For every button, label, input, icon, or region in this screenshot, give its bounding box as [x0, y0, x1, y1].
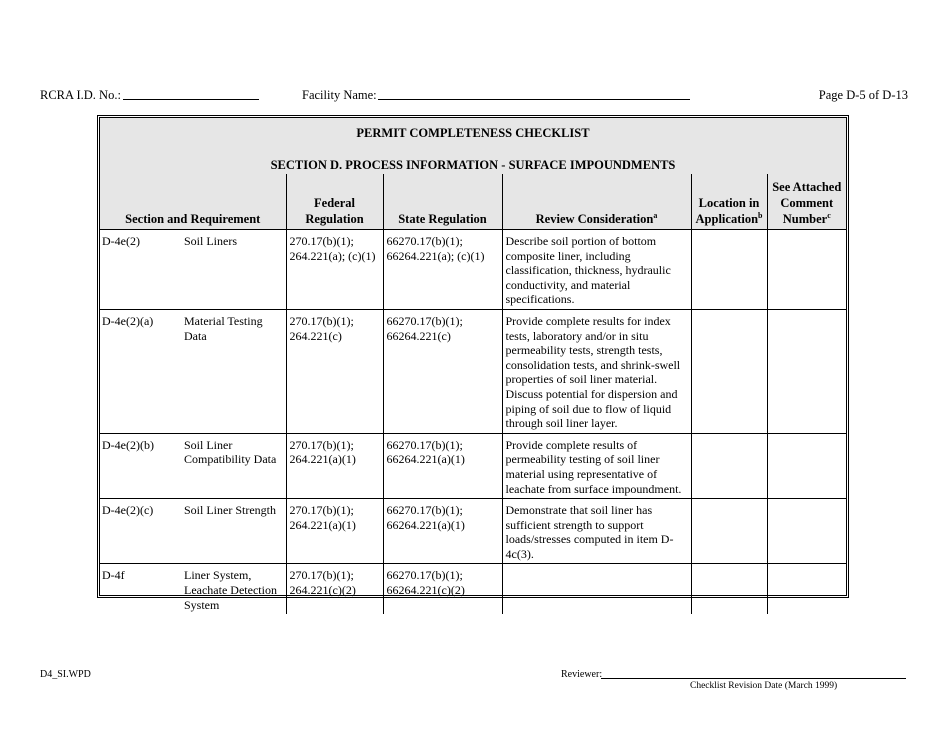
checklist-title: PERMIT COMPLETENESS CHECKLIST [356, 126, 590, 140]
section-cell [100, 433, 286, 498]
state-cell: 66270.17(b)(1); 66264.221(c) [383, 309, 502, 433]
col-header-review: Review Consideration$^a$ [502, 174, 691, 230]
requirement: Soil Liner Compatibility Data [184, 437, 277, 467]
file-name: D4_SI.WPD [40, 669, 91, 680]
checklist-table [100, 174, 846, 614]
col-header-federal: Federal Regulation [286, 174, 383, 230]
comment-cell[interactable] [767, 309, 846, 433]
reviewer-field[interactable] [601, 678, 906, 679]
comment-cell[interactable] [767, 230, 846, 310]
table-row [100, 564, 846, 614]
federal-cell: 270.17(b)(1); 264.221(c) [286, 309, 383, 433]
section-cell [100, 564, 286, 614]
table-row [100, 499, 846, 564]
col-header-section: Section and Requirement [100, 174, 286, 230]
section-id: D-4e(2)(c) [102, 503, 154, 518]
page-number: Page D-5 of D-13 [818, 88, 908, 102]
comment-cell[interactable] [767, 499, 846, 564]
revision-date: Checklist Revision Date (March 1999) [690, 681, 838, 691]
location-cell[interactable] [691, 499, 767, 564]
table-row [100, 309, 846, 433]
facility-name-label: Facility Name: [302, 88, 377, 102]
checklist-title-band [100, 118, 846, 175]
comment-cell[interactable] [767, 564, 846, 614]
section-id: D-4e(2)(a) [102, 313, 154, 328]
table-header-row [100, 174, 846, 230]
requirement: Liner System, Leachate Detection System [184, 568, 277, 612]
facility-name-field[interactable] [378, 87, 690, 100]
federal-cell: 270.17(b)(1); 264.221(c)(2) [286, 564, 383, 614]
requirement: Material Testing Data [184, 313, 263, 343]
state-cell: 66270.17(b)(1); 66264.221(a)(1) [383, 499, 502, 564]
section-cell [100, 230, 286, 310]
requirement: Soil Liner Strength [184, 503, 276, 518]
table-row [100, 433, 846, 498]
table-row [100, 230, 846, 310]
review-cell [502, 564, 691, 614]
rcra-id-field[interactable] [123, 87, 259, 100]
review-cell: Provide complete results for index tests, laboratory and/or in situ permeability tests, strength tests, consolidation tests, and shrink-swell properties of soil liner material. Discuss potential for dispersion and piping of soil due to flow of liquid through soil liner layer. [502, 309, 691, 433]
section-id: D-4e(2)(b) [102, 437, 154, 452]
state-cell: 66270.17(b)(1); 66264.221(c)(2) [383, 564, 502, 614]
federal-cell: 270.17(b)(1); 264.221(a)(1) [286, 499, 383, 564]
requirement: Soil Liners [184, 234, 237, 248]
comment-cell[interactable] [767, 433, 846, 498]
section-title: SECTION D. PROCESS INFORMATION - SURFACE IMPOUNDMENTS [270, 158, 676, 172]
section-id: D-4f [102, 568, 125, 583]
col-header-comment: See Attached Comment Number$^c$ [767, 174, 846, 230]
location-cell[interactable] [691, 564, 767, 614]
checklist-frame [97, 115, 849, 612]
col-header-location: Location in Application$^b$ [691, 174, 767, 230]
state-cell: 66270.17(b)(1); 66264.221(a)(1) [383, 433, 502, 498]
location-cell[interactable] [691, 230, 767, 310]
section-cell [100, 309, 286, 433]
location-cell[interactable] [691, 309, 767, 433]
federal-cell: 270.17(b)(1); 264.221(a)(1) [286, 433, 383, 498]
col-header-state: State Regulation [383, 174, 502, 230]
review-cell: Describe soil portion of bottom composite liner, including classification, thickness, hydraulic conductivity, and material specifications. [502, 230, 691, 310]
reviewer-label: Reviewer: [561, 669, 603, 680]
federal-cell: 270.17(b)(1); 264.221(a); (c)(1) [286, 230, 383, 310]
state-cell: 66270.17(b)(1); 66264.221(a); (c)(1) [383, 230, 502, 310]
review-cell: Provide complete results of permeability testing of soil liner material using representative of leachate from surface impoundment. [502, 433, 691, 498]
location-cell[interactable] [691, 433, 767, 498]
rcra-id-label: RCRA I.D. No.: [40, 88, 121, 102]
review-cell: Demonstrate that soil liner has sufficient strength to support loads/stresses computed in item D-4c(3). [502, 499, 691, 564]
section-id: D-4e(2) [102, 234, 140, 248]
section-cell [100, 499, 286, 564]
